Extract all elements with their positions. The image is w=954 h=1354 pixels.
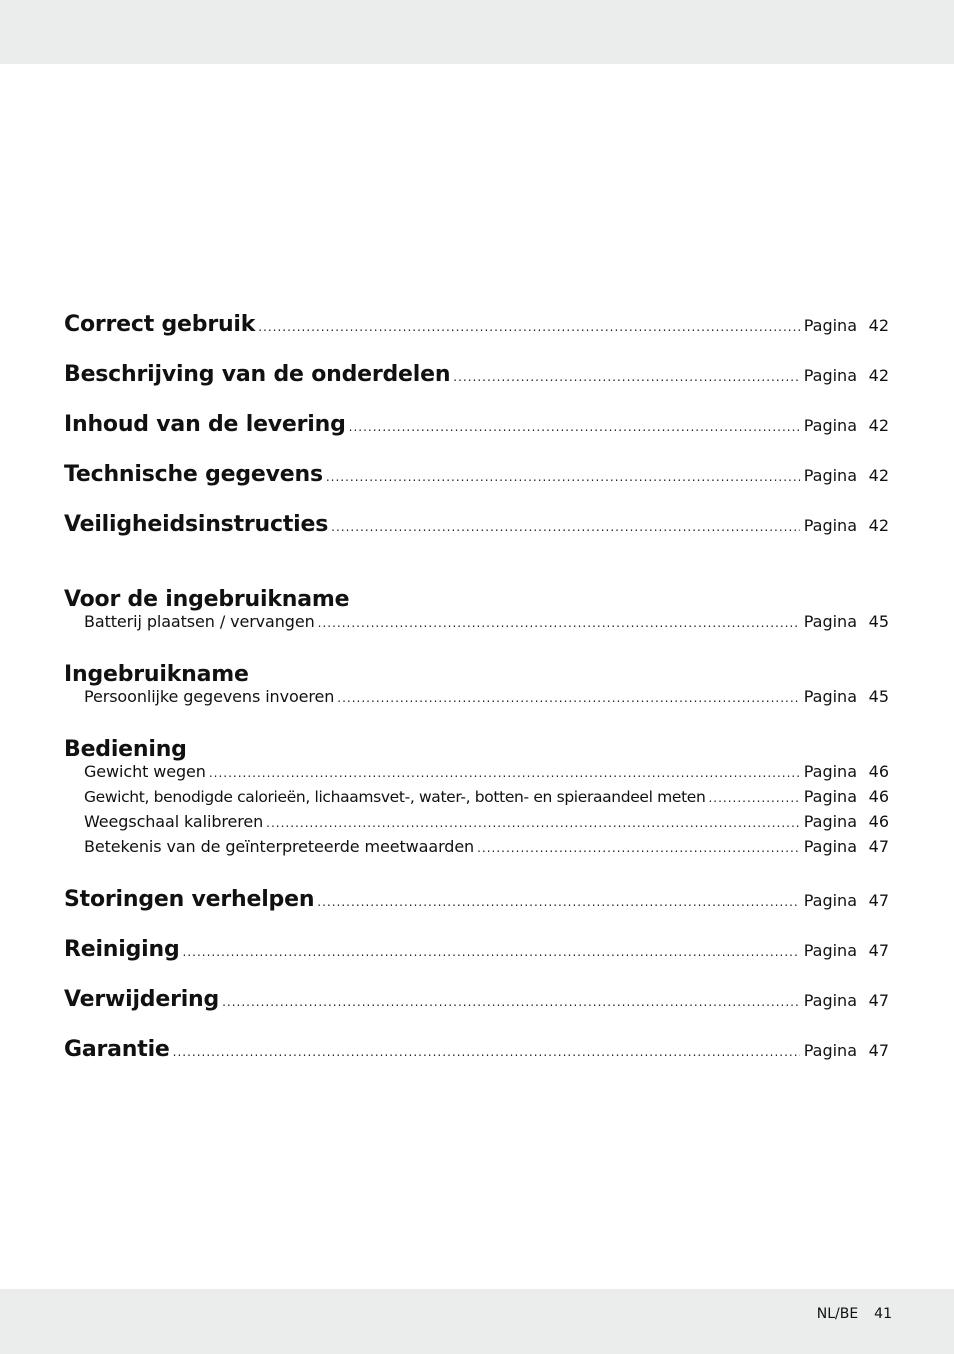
- dot-leader: [453, 370, 799, 384]
- page-number: 46: [868, 812, 889, 831]
- toc-entry-title: Inhoud van de levering: [64, 412, 346, 437]
- toc-subentry[interactable]: [64, 687, 889, 712]
- page-number: 42: [868, 466, 889, 485]
- toc-entry[interactable]: [64, 1037, 889, 1087]
- toc-section-header: [64, 737, 889, 762]
- page-label: Pagina: [803, 787, 857, 806]
- toc-section-header: [64, 662, 889, 687]
- toc-subentry-title: Betekenis van de geïnterpreteerde meetwaarden: [84, 837, 475, 856]
- page-reference: [804, 612, 889, 631]
- toc-section: [64, 1037, 889, 1087]
- footer-locale: NL/BE: [816, 1306, 859, 1322]
- top-band: [0, 0, 954, 64]
- page-reference: [804, 687, 889, 706]
- dot-leader: [477, 841, 800, 855]
- toc-section: [64, 937, 889, 987]
- toc-section-title: Bediening: [64, 737, 187, 762]
- footer-page-number: 41: [874, 1306, 892, 1322]
- page-reference: [804, 941, 889, 960]
- toc-entry[interactable]: [64, 362, 889, 412]
- page-label: Pagina: [803, 516, 857, 535]
- page-reference: [804, 416, 889, 435]
- dot-leader: [173, 1045, 800, 1059]
- toc-entry[interactable]: [64, 887, 889, 937]
- toc-section: [64, 362, 889, 412]
- page-number: 42: [868, 316, 889, 335]
- toc-section: [64, 462, 889, 512]
- page-number: 47: [868, 941, 889, 960]
- toc-subentry-title: Batterij plaatsen / vervangen: [84, 612, 315, 631]
- toc-entry[interactable]: [64, 412, 889, 462]
- page-label: Pagina: [803, 466, 857, 485]
- page-label: Pagina: [803, 812, 857, 831]
- dot-leader: [266, 816, 800, 830]
- toc-section: [64, 987, 889, 1037]
- toc-entry-title: Beschrijving van de onderdelen: [64, 362, 451, 387]
- page-reference: [804, 466, 889, 485]
- page-reference: [804, 366, 889, 385]
- toc-entry-title: Technische gegevens: [64, 462, 323, 487]
- bottom-band: [0, 1289, 954, 1354]
- toc-section: [64, 737, 889, 862]
- toc-subentry[interactable]: [64, 837, 889, 862]
- page-label: Pagina: [803, 366, 857, 385]
- page-label: Pagina: [803, 1041, 857, 1060]
- page-label: Pagina: [803, 991, 857, 1010]
- dot-leader: [326, 470, 800, 484]
- toc-subentry-title: Gewicht, benodigde calorieën, lichaamsvet-, water-, botten- en spieraandeel meten: [84, 788, 706, 806]
- toc-section: [64, 887, 889, 937]
- toc-section-title: Ingebruikname: [64, 662, 249, 687]
- dot-leader: [337, 691, 799, 705]
- toc-section: [64, 412, 889, 462]
- toc-entry[interactable]: [64, 937, 889, 987]
- page-label: Pagina: [803, 316, 857, 335]
- page-number: 46: [868, 762, 889, 781]
- dot-leader: [331, 520, 800, 534]
- toc-entry[interactable]: [64, 312, 889, 362]
- page-reference: [804, 787, 889, 806]
- page-reference: [804, 837, 889, 856]
- dot-leader: [258, 320, 800, 334]
- page-number: 42: [868, 516, 889, 535]
- page-number: 42: [868, 416, 889, 435]
- toc-entry-title: Verwijdering: [64, 987, 220, 1012]
- toc-entry-title: Reiniging: [64, 937, 180, 962]
- page-number: 45: [868, 612, 889, 631]
- dot-leader: [183, 945, 800, 959]
- dot-leader: [708, 791, 799, 805]
- toc-subentry[interactable]: [64, 612, 889, 637]
- page-label: Pagina: [803, 891, 857, 910]
- toc-section: [64, 662, 889, 712]
- page-reference: [804, 516, 889, 535]
- toc-section-title: Voor de ingebruikname: [64, 587, 350, 612]
- page-number: 47: [868, 837, 889, 856]
- dot-leader: [349, 420, 800, 434]
- toc-section-header: [64, 587, 889, 612]
- toc-subentry-title: Gewicht wegen: [84, 762, 206, 781]
- page-label: Pagina: [803, 416, 857, 435]
- toc-entry-title: Correct gebruik: [64, 312, 256, 337]
- dot-leader: [317, 895, 799, 909]
- page-footer: [817, 1306, 892, 1322]
- toc-subentry-title: Persoonlijke gegevens invoeren: [84, 687, 335, 706]
- toc-entry[interactable]: [64, 512, 889, 562]
- page-number: 42: [868, 366, 889, 385]
- toc-subentry[interactable]: [64, 762, 889, 787]
- toc-subentry[interactable]: [64, 787, 889, 812]
- page-reference: [804, 762, 889, 781]
- toc-entry[interactable]: [64, 987, 889, 1037]
- toc-entry-title: Storingen verhelpen: [64, 887, 315, 912]
- toc-entry[interactable]: [64, 462, 889, 512]
- page-label: Pagina: [803, 941, 857, 960]
- toc-section: [64, 312, 889, 362]
- page-reference: [804, 812, 889, 831]
- page-number: 47: [868, 891, 889, 910]
- page-reference: [804, 1041, 889, 1060]
- dot-leader: [222, 995, 800, 1009]
- toc-subentry-title: Weegschaal kalibreren: [84, 812, 264, 831]
- toc-entry-title: Veiligheidsinstructies: [64, 512, 329, 537]
- page-number: 46: [868, 787, 889, 806]
- toc-subentry[interactable]: [64, 812, 889, 837]
- toc-entry-title: Garantie: [64, 1037, 170, 1062]
- page-number: 45: [868, 687, 889, 706]
- page-reference: [804, 891, 889, 910]
- toc-section: [64, 512, 889, 562]
- page-number: 47: [868, 991, 889, 1010]
- page-label: Pagina: [803, 687, 857, 706]
- dot-leader: [209, 766, 800, 780]
- page-label: Pagina: [803, 837, 857, 856]
- table-of-contents: [64, 312, 889, 1087]
- page-reference: [804, 316, 889, 335]
- page-label: Pagina: [803, 762, 857, 781]
- page-label: Pagina: [803, 612, 857, 631]
- page-reference: [804, 991, 889, 1010]
- page-number: 47: [868, 1041, 889, 1060]
- toc-section: [64, 587, 889, 637]
- dot-leader: [318, 616, 800, 630]
